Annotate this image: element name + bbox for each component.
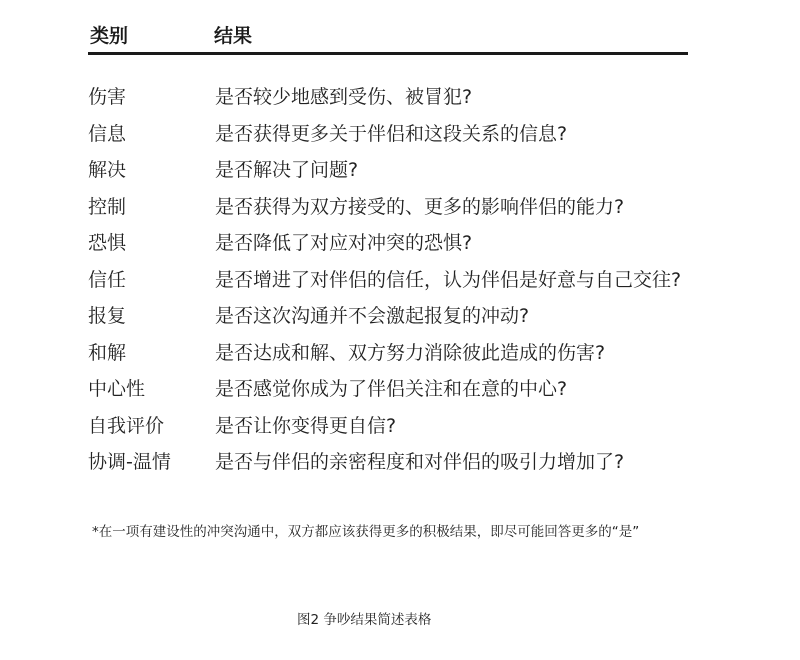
row-result: 是否降低了对应对冲突的恐惧? xyxy=(215,232,473,254)
table-row xyxy=(88,116,748,153)
row-result: 是否达成和解、双方努力消除彼此造成的伤害? xyxy=(215,341,606,364)
table-row xyxy=(88,298,748,335)
row-result: 是否感觉你成为了伴侣关注和在意的中心? xyxy=(215,378,568,400)
table-row xyxy=(88,262,748,299)
table-row xyxy=(88,152,748,189)
table-row xyxy=(88,335,748,372)
row-result: 是否解决了问题? xyxy=(215,159,359,181)
row-category: 信任 xyxy=(88,268,127,291)
figure-caption: 图2 争吵结果简述表格 xyxy=(297,612,432,628)
row-category: 自我评价 xyxy=(88,414,165,437)
category-column-header: 类别 xyxy=(90,25,129,47)
row-category: 协调-温情 xyxy=(88,451,171,473)
table-row xyxy=(88,371,748,408)
row-category: 报复 xyxy=(88,305,127,327)
row-result: 是否获得为双方接受的、更多的影响伴侣的能力? xyxy=(215,195,625,218)
table-row xyxy=(88,189,748,226)
table-row xyxy=(88,444,748,481)
row-category: 中心性 xyxy=(88,378,146,400)
row-category: 和解 xyxy=(88,341,127,364)
row-result: 是否增进了对伴侣的信任，认为伴侣是好意与自己交往? xyxy=(215,268,682,291)
row-result: 是否这次沟通并不会激起报复的冲动? xyxy=(215,305,530,327)
row-category: 解决 xyxy=(88,159,127,181)
table-body xyxy=(88,79,748,481)
table-header xyxy=(88,22,688,55)
table-row xyxy=(88,225,748,262)
table-row xyxy=(88,79,748,116)
row-category: 伤害 xyxy=(88,86,127,108)
row-result: 是否与伴侣的亲密程度和对伴侣的吸引力增加了? xyxy=(215,451,625,473)
row-result: 是否获得更多关于伴侣和这段关系的信息? xyxy=(215,122,568,145)
table-row xyxy=(88,408,748,445)
result-column-header: 结果 xyxy=(214,25,253,47)
row-category: 控制 xyxy=(88,195,127,218)
row-result: 是否让你变得更自信? xyxy=(215,414,397,437)
footnote: *在一项有建设性的冲突沟通中，双方都应该获得更多的积极结果，即尽可能回答更多的“是” xyxy=(92,524,640,540)
row-category: 信息 xyxy=(88,122,127,145)
row-category: 恐惧 xyxy=(88,232,127,254)
row-result: 是否较少地感到受伤、被冒犯? xyxy=(215,86,473,108)
